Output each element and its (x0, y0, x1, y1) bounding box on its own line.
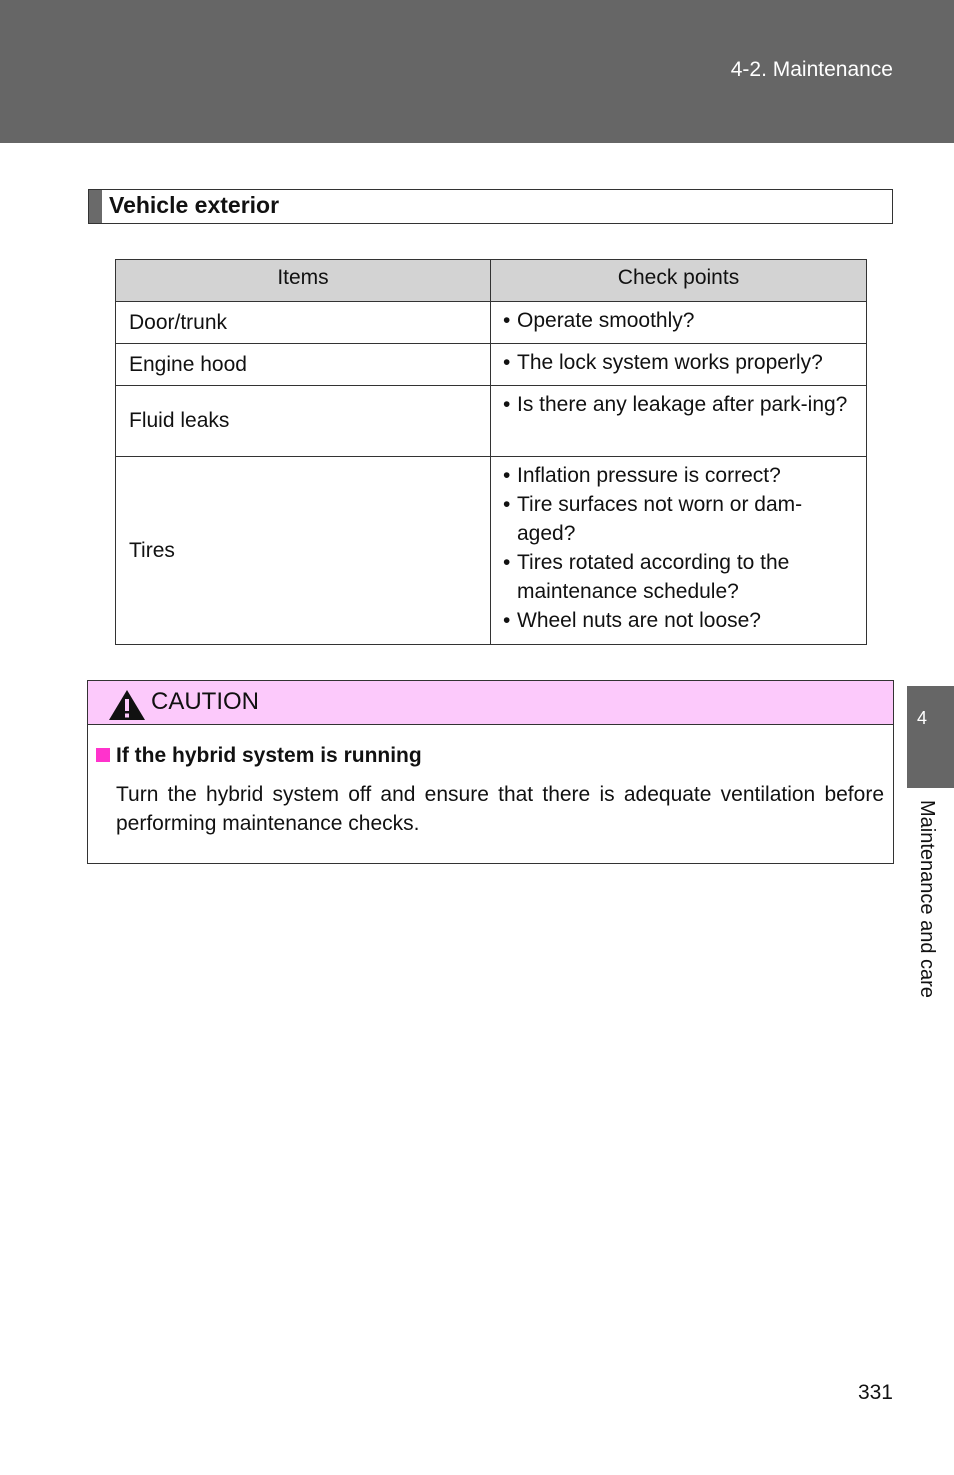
table-row (116, 457, 867, 645)
caution-body: Turn the hybrid system off and ensure that there is adequate ventilation before performing maintenance checks. (116, 783, 884, 835)
header-band (0, 0, 954, 143)
item-cell: Door/trunk (116, 302, 491, 344)
warning-triangle-icon (108, 689, 146, 721)
section-title-box (88, 189, 893, 224)
check-point: • The lock system works properly? (503, 348, 856, 377)
table-row (116, 386, 867, 457)
check-point: • Wheel nuts are not loose? (503, 606, 856, 635)
column-header-items: Items (116, 260, 491, 302)
chapter-breadcrumb: 4-2. Maintenance (730, 58, 893, 81)
check-point: • Tire surfaces not worn or dam-aged? (503, 490, 856, 548)
chapter-side-label (912, 800, 944, 1020)
check-point: • Is there any leakage after park-ing? (503, 390, 856, 419)
check-points-cell (491, 344, 867, 386)
item-cell: Engine hood (116, 344, 491, 386)
square-bullet-icon (96, 748, 110, 762)
section-title: Vehicle exterior (109, 192, 280, 218)
check-points-cell (491, 302, 867, 344)
inspection-table (115, 259, 867, 645)
caution-subheading (96, 744, 422, 768)
check-point: • Tires rotated according to the maintenance schedule? (503, 548, 856, 606)
table-header-row (116, 260, 867, 302)
caution-box (87, 680, 894, 864)
check-point: • Inflation pressure is correct? (503, 461, 856, 490)
table-row (116, 302, 867, 344)
check-points-cell (491, 457, 867, 645)
caution-subheading-text: If the hybrid system is running (116, 744, 422, 767)
caution-header (88, 681, 893, 725)
column-header-check-points: Check points (491, 260, 867, 302)
chapter-number: 4 (917, 708, 928, 728)
item-cell: Fluid leaks (116, 386, 491, 457)
check-points-cell (491, 386, 867, 457)
check-point: • Operate smoothly? (503, 306, 856, 335)
page-number: 331 (857, 1381, 893, 1404)
item-cell: Tires (116, 457, 491, 645)
table-row (116, 344, 867, 386)
caution-title: CAUTION (151, 688, 259, 715)
chapter-tab (907, 686, 954, 788)
chapter-label-text: Maintenance and care (916, 800, 938, 998)
section-title-marker (89, 190, 102, 223)
